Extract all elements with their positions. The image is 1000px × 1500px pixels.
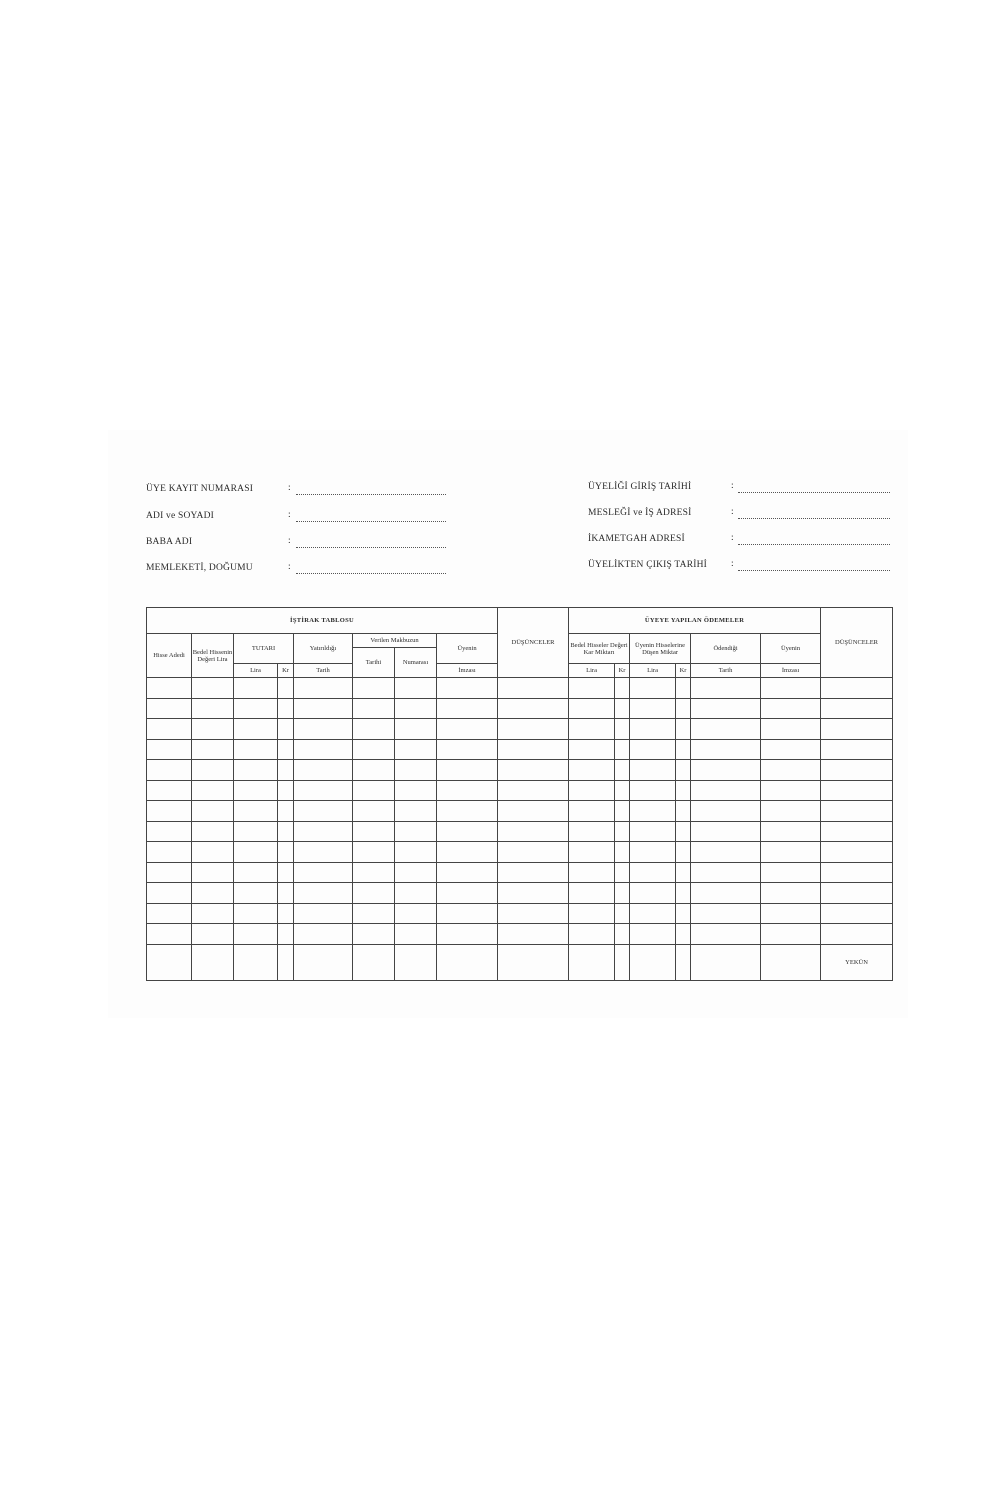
table-cell[interactable]: [437, 678, 498, 699]
table-cell[interactable]: [147, 739, 192, 760]
field-label: ÜYE KAYIT NUMARASI: [146, 484, 254, 494]
table-cell[interactable]: [353, 801, 395, 822]
table-cell[interactable]: [147, 862, 192, 883]
table-cell[interactable]: [395, 678, 437, 699]
table-row: [147, 678, 893, 699]
table-cell[interactable]: [821, 883, 893, 904]
table-cell[interactable]: [234, 842, 278, 863]
table-cell[interactable]: [761, 698, 821, 719]
table-cell[interactable]: [761, 678, 821, 699]
yekun-cell[interactable]: [192, 944, 234, 980]
table-cell[interactable]: [821, 719, 893, 740]
table-cell[interactable]: [395, 903, 437, 924]
field-line[interactable]: [738, 482, 890, 493]
field-colon: :: [288, 562, 291, 572]
yekun-cell[interactable]: [676, 944, 691, 980]
field-colon: :: [288, 536, 291, 546]
table-cell[interactable]: [395, 842, 437, 863]
table-cell[interactable]: [821, 924, 893, 945]
table-cell[interactable]: [761, 780, 821, 801]
table-cell[interactable]: [395, 924, 437, 945]
field-line[interactable]: [296, 484, 446, 495]
table-cell[interactable]: [147, 842, 192, 863]
field-line[interactable]: [738, 534, 890, 545]
table-row: [147, 739, 893, 760]
dusunceler-header-right: DÜŞÜNCELER: [821, 608, 893, 678]
table-cell[interactable]: [676, 821, 691, 842]
table-cell[interactable]: [821, 780, 893, 801]
table-cell[interactable]: [569, 678, 615, 699]
table-cell[interactable]: [761, 821, 821, 842]
table-cell[interactable]: [691, 801, 761, 822]
table-cell[interactable]: [192, 821, 234, 842]
table-cell[interactable]: [395, 883, 437, 904]
table-cell[interactable]: [569, 780, 615, 801]
table-cell[interactable]: [569, 698, 615, 719]
table-row: [147, 719, 893, 740]
yekun-label: YEKÜN: [821, 944, 893, 980]
table-cell[interactable]: [437, 760, 498, 781]
table-cell[interactable]: [234, 903, 278, 924]
table-cell[interactable]: [615, 698, 630, 719]
field-colon: :: [731, 481, 734, 491]
field-colon: :: [731, 559, 734, 569]
table-cell[interactable]: [294, 883, 353, 904]
col-imzasi: İmzası: [437, 664, 498, 678]
table-cell[interactable]: [821, 842, 893, 863]
table-cell[interactable]: [761, 739, 821, 760]
yekun-row: [147, 944, 893, 980]
table-cell[interactable]: [630, 883, 676, 904]
field-line[interactable]: [296, 511, 446, 522]
col-bedel-hisseler: Bedel Hisseler Değeri Kar Miktarı: [569, 634, 630, 664]
table-cell[interactable]: [498, 801, 569, 822]
field-line[interactable]: [296, 537, 446, 548]
table-cell[interactable]: [691, 780, 761, 801]
table-cell[interactable]: [294, 842, 353, 863]
table-cell[interactable]: [498, 903, 569, 924]
col-kr-right: Kr: [615, 664, 630, 678]
table-row: [147, 821, 893, 842]
table-cell[interactable]: [234, 760, 278, 781]
table-cell[interactable]: [192, 903, 234, 924]
uyeye-yapilan-odemeler-title: ÜYEYE YAPILAN ÖDEMELER: [569, 608, 821, 634]
col-lira-right-2: Lira: [630, 664, 676, 678]
yekun-cell[interactable]: [294, 944, 353, 980]
table-cell[interactable]: [192, 678, 234, 699]
table-cell[interactable]: [630, 801, 676, 822]
table-cell[interactable]: [353, 719, 395, 740]
table-cell[interactable]: [630, 739, 676, 760]
table-cell[interactable]: [615, 739, 630, 760]
yekun-cell[interactable]: [630, 944, 676, 980]
table-cell[interactable]: [147, 698, 192, 719]
col-uyenin-right: Üyenin: [761, 634, 821, 664]
table-cell[interactable]: [761, 801, 821, 822]
table-cell[interactable]: [192, 698, 234, 719]
yekun-cell[interactable]: [691, 944, 761, 980]
table-cell[interactable]: [691, 842, 761, 863]
table-cell[interactable]: [353, 903, 395, 924]
col-bedel: Bedel Hissenin Değeri Lira: [192, 634, 234, 678]
table-cell[interactable]: [615, 862, 630, 883]
table-cell[interactable]: [615, 801, 630, 822]
table-cell[interactable]: [761, 842, 821, 863]
table-cell[interactable]: [278, 780, 294, 801]
table-cell[interactable]: [278, 924, 294, 945]
yekun-cell[interactable]: [234, 944, 278, 980]
table-cell[interactable]: [569, 862, 615, 883]
yekun-cell[interactable]: [278, 944, 294, 980]
table-cell[interactable]: [353, 760, 395, 781]
table-cell[interactable]: [437, 698, 498, 719]
table-cell[interactable]: [278, 678, 294, 699]
table-cell[interactable]: [676, 780, 691, 801]
col-imzasi-right: İmzası: [761, 664, 821, 678]
table-cell[interactable]: [615, 760, 630, 781]
table-cell[interactable]: [821, 760, 893, 781]
field-label: BABA ADI: [146, 537, 193, 547]
table-cell[interactable]: [278, 842, 294, 863]
field-colon: :: [731, 533, 734, 543]
table-cell[interactable]: [234, 821, 278, 842]
table-cell[interactable]: [294, 801, 353, 822]
yekun-cell[interactable]: [437, 944, 498, 980]
table-cell[interactable]: [569, 924, 615, 945]
table-cell[interactable]: [353, 924, 395, 945]
table-cell[interactable]: [569, 821, 615, 842]
table-cell[interactable]: [498, 760, 569, 781]
table-cell[interactable]: [234, 780, 278, 801]
table-cell[interactable]: [395, 760, 437, 781]
table-cell[interactable]: [192, 760, 234, 781]
table-cell[interactable]: [437, 924, 498, 945]
table-cell[interactable]: [630, 678, 676, 699]
table-row: [147, 760, 893, 781]
table-cell[interactable]: [691, 924, 761, 945]
istirak-tablosu-title: İŞTİRAK TABLOSU: [147, 608, 498, 634]
table-cell[interactable]: [761, 883, 821, 904]
table-row: [147, 924, 893, 945]
table-row: [147, 801, 893, 822]
table-cell[interactable]: [821, 903, 893, 924]
table-cell[interactable]: [353, 862, 395, 883]
col-uyenin: Üyenin: [437, 634, 498, 664]
table-cell[interactable]: [676, 842, 691, 863]
table-cell[interactable]: [294, 924, 353, 945]
field-line[interactable]: [738, 560, 890, 571]
table-cell[interactable]: [234, 698, 278, 719]
table-cell[interactable]: [569, 842, 615, 863]
col-uyenin-hisseleri: Üyenin Hisselerine Düşen Miktar: [630, 634, 691, 664]
table-cell[interactable]: [691, 698, 761, 719]
table-cell[interactable]: [147, 821, 192, 842]
table-cell[interactable]: [395, 739, 437, 760]
table-cell[interactable]: [615, 678, 630, 699]
field-label: İKAMETGAH ADRESİ: [588, 534, 685, 544]
table-cell[interactable]: [294, 780, 353, 801]
yekun-cell[interactable]: [147, 944, 192, 980]
field-label: ADI ve SOYADI: [146, 511, 215, 521]
table-cell[interactable]: [234, 924, 278, 945]
table-cell[interactable]: [147, 924, 192, 945]
table-cell[interactable]: [395, 780, 437, 801]
table-cell[interactable]: [630, 821, 676, 842]
table-cell[interactable]: [676, 903, 691, 924]
col-tarihi: Tarihi: [353, 648, 395, 678]
table-cell[interactable]: [691, 739, 761, 760]
table-cell[interactable]: [278, 821, 294, 842]
table-cell[interactable]: [691, 883, 761, 904]
col-lira-right: Lira: [569, 664, 615, 678]
table-cell[interactable]: [278, 719, 294, 740]
field-label: ÜYELİĞİ GİRİŞ TARİHİ: [588, 482, 692, 492]
table-cell[interactable]: [676, 760, 691, 781]
col-tarih: Tarih: [294, 664, 353, 678]
table-cell[interactable]: [630, 780, 676, 801]
table-cell[interactable]: [192, 862, 234, 883]
yekun-cell[interactable]: [761, 944, 821, 980]
table-cell[interactable]: [147, 883, 192, 904]
yekun-cell[interactable]: [498, 944, 569, 980]
table-cell[interactable]: [353, 821, 395, 842]
field-line[interactable]: [296, 563, 446, 574]
table-cell[interactable]: [278, 739, 294, 760]
table-cell[interactable]: [761, 862, 821, 883]
table-cell[interactable]: [147, 903, 192, 924]
table-cell[interactable]: [498, 821, 569, 842]
table-cell[interactable]: [294, 903, 353, 924]
istirak-table: [146, 607, 893, 981]
table-cell[interactable]: [630, 862, 676, 883]
table-cell[interactable]: [630, 760, 676, 781]
table-cell[interactable]: [192, 883, 234, 904]
col-kr-right-2: Kr: [676, 664, 691, 678]
table-cell[interactable]: [691, 678, 761, 699]
table-cell[interactable]: [630, 719, 676, 740]
table-cell[interactable]: [278, 862, 294, 883]
table-cell[interactable]: [821, 739, 893, 760]
table-cell[interactable]: [192, 780, 234, 801]
table-cell[interactable]: [294, 739, 353, 760]
table-cell[interactable]: [395, 862, 437, 883]
table-cell[interactable]: [192, 719, 234, 740]
field-colon: :: [731, 507, 734, 517]
table-cell[interactable]: [569, 760, 615, 781]
table-cell[interactable]: [192, 842, 234, 863]
table-cell[interactable]: [395, 821, 437, 842]
table-cell[interactable]: [234, 862, 278, 883]
table-cell[interactable]: [395, 719, 437, 740]
table-cell[interactable]: [353, 842, 395, 863]
table-cell[interactable]: [676, 719, 691, 740]
table-cell[interactable]: [498, 678, 569, 699]
table-cell[interactable]: [569, 739, 615, 760]
table-cell[interactable]: [630, 924, 676, 945]
table-cell[interactable]: [192, 739, 234, 760]
table-cell[interactable]: [294, 862, 353, 883]
table-cell[interactable]: [437, 862, 498, 883]
table-cell[interactable]: [498, 842, 569, 863]
table-cell[interactable]: [615, 780, 630, 801]
table-cell[interactable]: [278, 698, 294, 719]
yekun-cell[interactable]: [615, 944, 630, 980]
table-cell[interactable]: [437, 719, 498, 740]
table-row: [147, 780, 893, 801]
table-cell[interactable]: [234, 801, 278, 822]
table-cell[interactable]: [498, 883, 569, 904]
table-cell[interactable]: [498, 698, 569, 719]
table-cell[interactable]: [676, 678, 691, 699]
table-cell[interactable]: [437, 780, 498, 801]
table-cell[interactable]: [353, 698, 395, 719]
table-cell[interactable]: [294, 760, 353, 781]
table-cell[interactable]: [294, 698, 353, 719]
table-cell[interactable]: [147, 678, 192, 699]
table-cell[interactable]: [278, 883, 294, 904]
table-row: [147, 862, 893, 883]
table-cell[interactable]: [615, 821, 630, 842]
table-cell[interactable]: [395, 698, 437, 719]
table-cell[interactable]: [353, 678, 395, 699]
table-cell[interactable]: [278, 760, 294, 781]
table-cell[interactable]: [569, 883, 615, 904]
table-cell[interactable]: [234, 883, 278, 904]
table-cell[interactable]: [615, 842, 630, 863]
field-colon: :: [288, 510, 291, 520]
col-odendigi: Ödendiği: [691, 634, 761, 664]
table-cell[interactable]: [821, 862, 893, 883]
table-cell[interactable]: [498, 780, 569, 801]
dusunceler-header-left: DÜŞÜNCELER: [498, 608, 569, 678]
field-line[interactable]: [738, 508, 890, 519]
yekun-cell[interactable]: [353, 944, 395, 980]
table-cell[interactable]: [437, 903, 498, 924]
field-colon: :: [288, 483, 291, 493]
field-label: ÜYELİKTEN ÇIKIŞ TARİHİ: [588, 560, 708, 570]
table-cell[interactable]: [615, 924, 630, 945]
table-cell[interactable]: [498, 739, 569, 760]
col-tarih-right: Tarih: [691, 664, 761, 678]
col-verilen-makbuzun: Verilen Makbuzun: [353, 634, 437, 648]
table-cell[interactable]: [569, 801, 615, 822]
table-cell[interactable]: [761, 760, 821, 781]
table-cell[interactable]: [821, 678, 893, 699]
yekun-cell[interactable]: [395, 944, 437, 980]
table-cell[interactable]: [676, 883, 691, 904]
table-cell[interactable]: [294, 719, 353, 740]
table-cell[interactable]: [294, 678, 353, 699]
table-cell[interactable]: [278, 801, 294, 822]
table-cell[interactable]: [691, 903, 761, 924]
table-cell[interactable]: [676, 862, 691, 883]
table-cell[interactable]: [615, 719, 630, 740]
table-row: [147, 883, 893, 904]
table-cell[interactable]: [821, 821, 893, 842]
table-cell[interactable]: [676, 801, 691, 822]
table-cell[interactable]: [761, 924, 821, 945]
col-hisse-adedi: Hisse Adedi: [147, 634, 192, 678]
table-cell[interactable]: [821, 698, 893, 719]
table-cell[interactable]: [630, 698, 676, 719]
table-cell[interactable]: [437, 739, 498, 760]
table-cell[interactable]: [498, 924, 569, 945]
col-tutari: TUTARI: [234, 634, 294, 664]
table-cell[interactable]: [691, 719, 761, 740]
table-cell[interactable]: [569, 719, 615, 740]
table-cell[interactable]: [437, 801, 498, 822]
field-label: MEMLEKETİ, DOĞUMU: [146, 563, 253, 573]
table-cell[interactable]: [147, 801, 192, 822]
table-row: [147, 903, 893, 924]
table-cell[interactable]: [676, 924, 691, 945]
table-cell[interactable]: [147, 780, 192, 801]
table-cell[interactable]: [192, 801, 234, 822]
table-cell[interactable]: [676, 739, 691, 760]
table-cell[interactable]: [294, 821, 353, 842]
table-row: [147, 842, 893, 863]
table-cell[interactable]: [353, 780, 395, 801]
table-cell[interactable]: [761, 903, 821, 924]
table-cell[interactable]: [498, 862, 569, 883]
col-numarasi: Numarası: [395, 648, 437, 678]
table-cell[interactable]: [498, 719, 569, 740]
table-cell[interactable]: [437, 842, 498, 863]
table-cell[interactable]: [234, 719, 278, 740]
table-cell[interactable]: [353, 883, 395, 904]
table-row: [147, 698, 893, 719]
col-kr: Kr: [278, 664, 294, 678]
table-cell[interactable]: [437, 883, 498, 904]
table-cell[interactable]: [569, 903, 615, 924]
col-yatirildigi: Yatırıldığı: [294, 634, 353, 664]
table-cell[interactable]: [630, 903, 676, 924]
table-cell[interactable]: [147, 719, 192, 740]
table-cell[interactable]: [278, 903, 294, 924]
table-cell[interactable]: [691, 760, 761, 781]
field-label: MESLEĞİ ve İŞ ADRESİ: [588, 508, 692, 518]
table-cell[interactable]: [821, 801, 893, 822]
table-cell[interactable]: [691, 821, 761, 842]
table-cell[interactable]: [676, 698, 691, 719]
table-cell[interactable]: [615, 883, 630, 904]
table-cell[interactable]: [192, 924, 234, 945]
table-cell[interactable]: [353, 739, 395, 760]
table-cell[interactable]: [234, 739, 278, 760]
table-cell[interactable]: [147, 760, 192, 781]
yekun-cell[interactable]: [569, 944, 615, 980]
table-cell[interactable]: [234, 678, 278, 699]
table-cell[interactable]: [630, 842, 676, 863]
table-cell[interactable]: [761, 719, 821, 740]
table-cell[interactable]: [615, 903, 630, 924]
table-cell[interactable]: [395, 801, 437, 822]
col-lira: Lira: [234, 664, 278, 678]
table-cell[interactable]: [691, 862, 761, 883]
table-cell[interactable]: [437, 821, 498, 842]
